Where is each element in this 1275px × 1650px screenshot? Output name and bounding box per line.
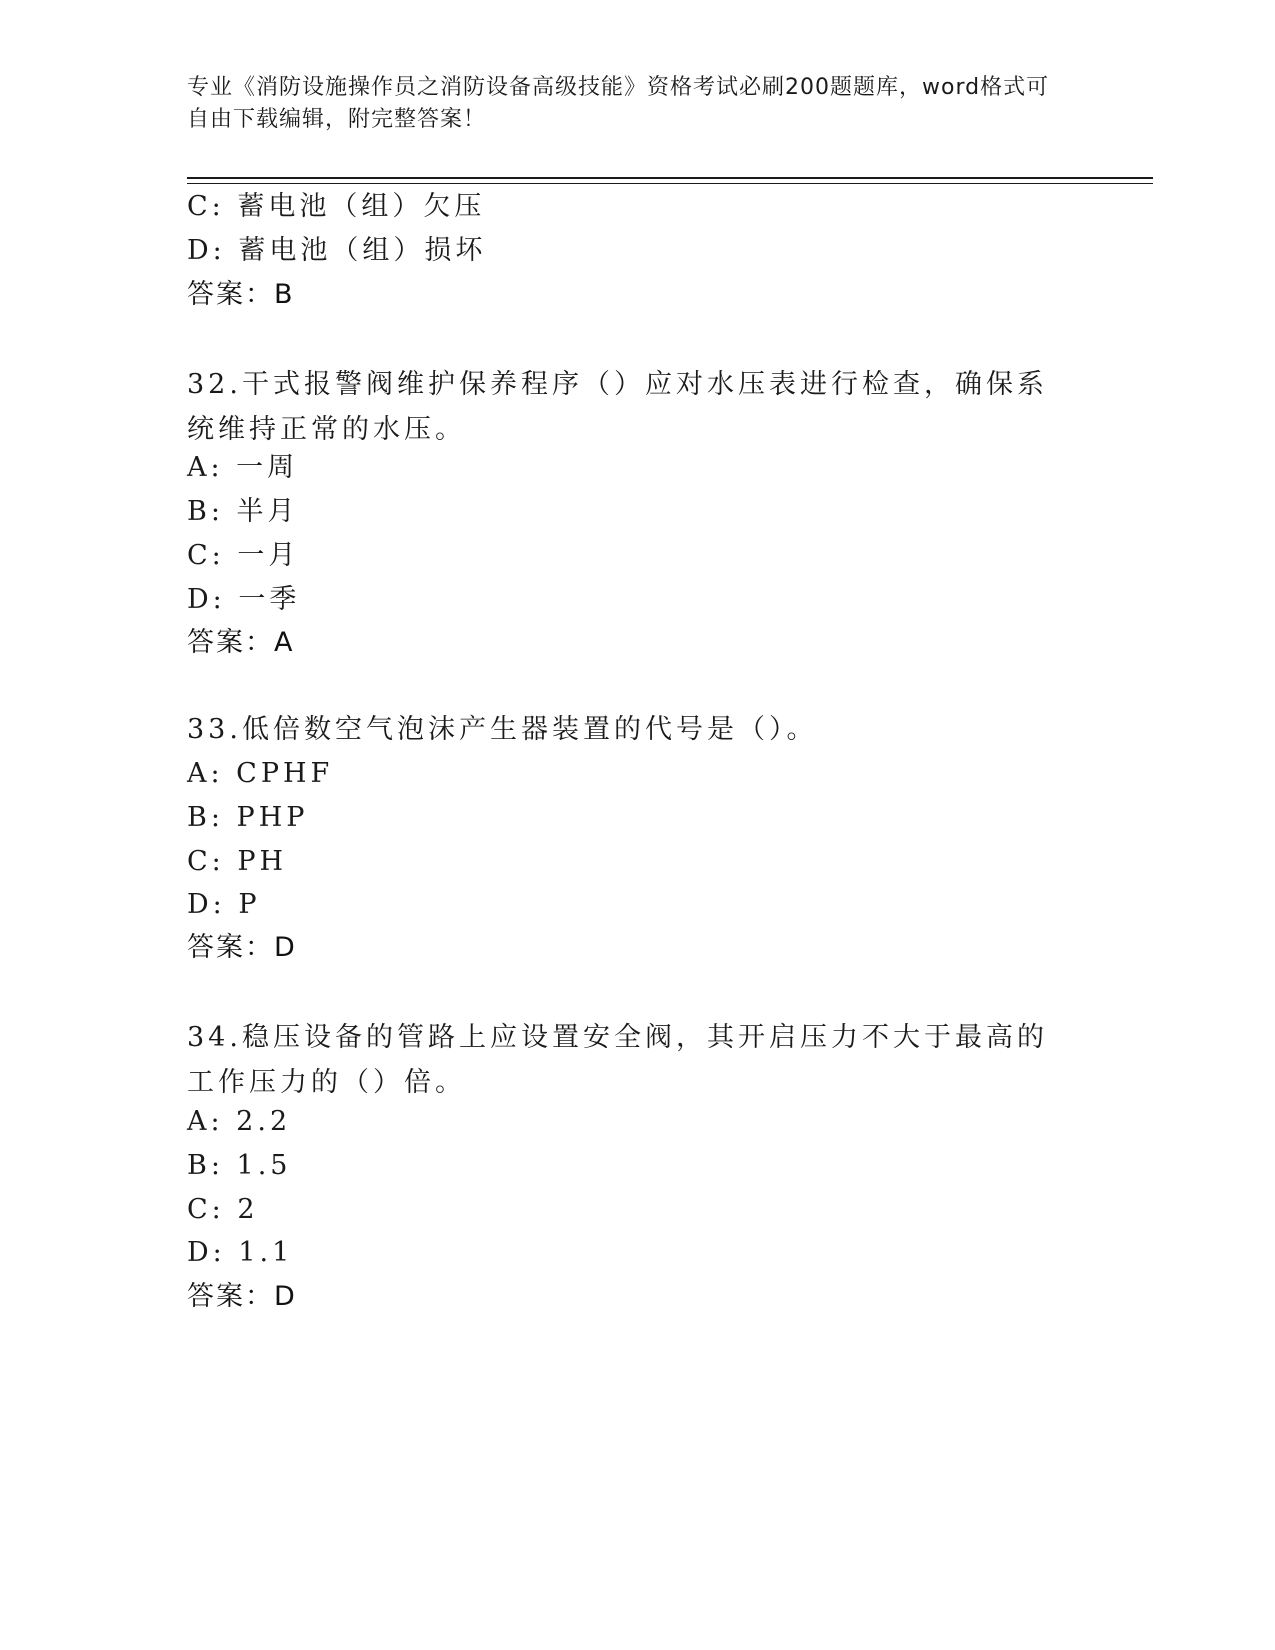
option-a: A: 2.2 <box>187 1106 292 1137</box>
question-34-text: 34.稳压设备的管路上应设置安全阀，其开启压力不大于最高的工作压力的（）倍。 <box>187 1022 1048 1098</box>
option-a: A: 一周 <box>187 452 299 483</box>
option-d: D: 蓄电池（组）损坏 <box>187 235 487 266</box>
option-c: C: PH <box>187 846 288 877</box>
option-b: B: 半月 <box>187 496 299 527</box>
question-32-text: 32.干式报警阀维护保养程序（）应对水压表进行检查，确保系统维持正常的水压。 <box>187 369 1048 445</box>
answer-label: 答案：D <box>187 1281 297 1312</box>
option-b: B: PHP <box>187 802 309 833</box>
answer-label: 答案：B <box>187 279 295 310</box>
header-divider-thin <box>187 183 1153 184</box>
option-a: A: CPHF <box>187 758 334 789</box>
option-b: B: 1.5 <box>187 1150 292 1181</box>
option-c: C: 一月 <box>187 540 300 571</box>
option-d: D: 1.1 <box>187 1237 294 1268</box>
option-d: D: P <box>187 889 261 920</box>
option-c: C: 2 <box>187 1194 259 1225</box>
option-c: C: 蓄电池（组）欠压 <box>187 191 486 222</box>
answer-label: 答案：A <box>187 627 295 658</box>
option-d: D: 一季 <box>187 584 301 615</box>
question-33-text: 33.低倍数空气泡沫产生器装置的代号是（）。 <box>187 714 818 745</box>
answer-label: 答案：D <box>187 932 297 963</box>
document-header: 专业《消防设施操作员之消防设备高级技能》资格考试必刷200题题库，word格式可自由下载编辑，附完整答案！ <box>187 75 1050 132</box>
header-divider-thick <box>187 177 1153 179</box>
